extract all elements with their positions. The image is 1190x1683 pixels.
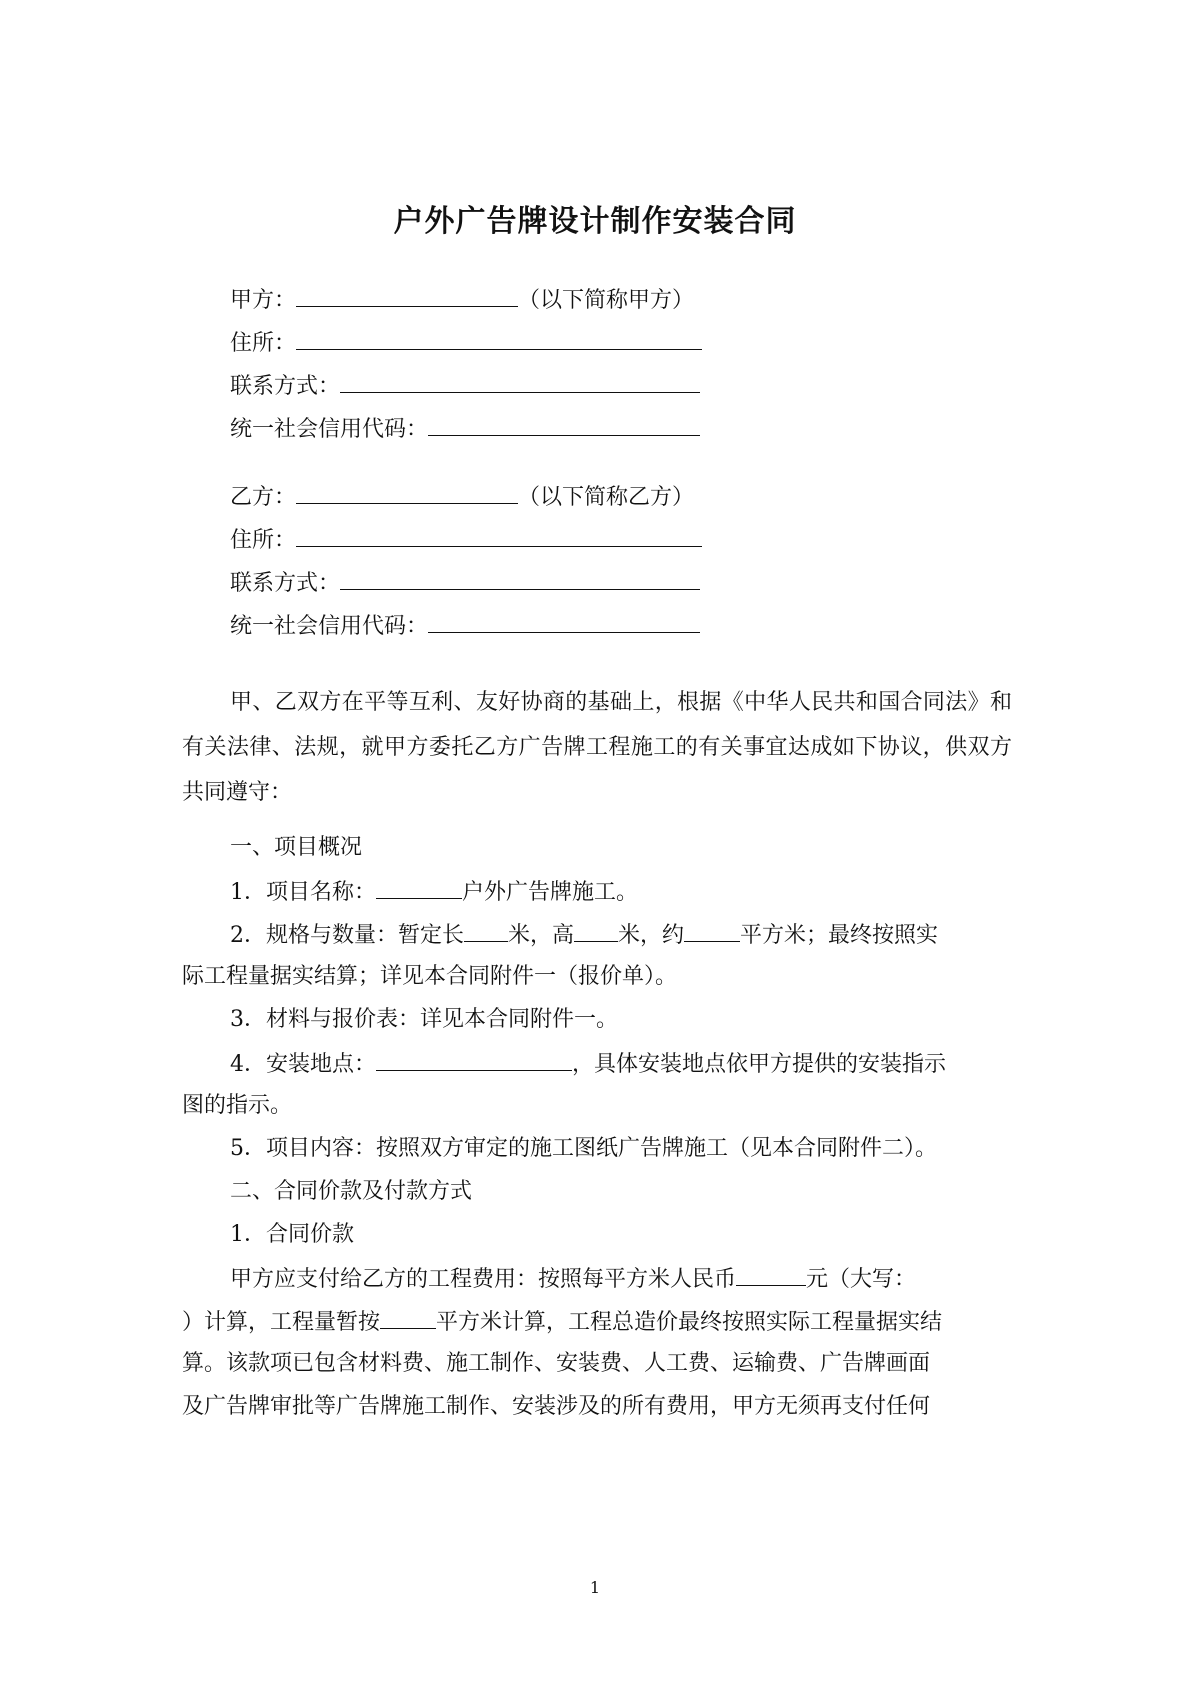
section1-item3: 3．材料与报价表：详见本合同附件一。	[230, 1007, 618, 1032]
item2-suffix: 平方米；最终按照实	[740, 923, 939, 948]
length-field[interactable]	[464, 919, 508, 942]
party-a-credit-code-field[interactable]	[428, 413, 700, 436]
party-a-name-row	[230, 284, 694, 316]
section2-heading: 二、合同价款及付款方式	[230, 1179, 473, 1204]
height-field[interactable]	[574, 919, 618, 942]
party-b-contact-label: 联系方式：	[230, 571, 341, 596]
price-per-sqm-label: 甲方应支付给乙方的工程费用：按照每平方米人民币	[230, 1267, 737, 1292]
party-a-contact-row	[230, 370, 700, 402]
area-estimate-field[interactable]	[380, 1306, 436, 1329]
page-number: 1	[589, 1578, 601, 1597]
section1-item5: 5．项目内容：按照双方审定的施工图纸广告牌施工（见本合同附件二）。	[230, 1136, 937, 1161]
section1-item1	[230, 876, 638, 908]
section2-price-line4: 及广告牌审批等广告牌施工制作、安装涉及的所有费用，甲方无须再支付任何	[182, 1394, 931, 1419]
party-a-address-row	[230, 327, 702, 359]
section1-item4	[230, 1048, 946, 1080]
item1-label: 1．项目名称：	[230, 880, 376, 905]
item1-suffix: 户外广告牌施工。	[462, 880, 639, 905]
intro-paragraph: 甲、乙双方在平等互利、友好协商的基础上，根据《中华人民共和国合同法》和有关法律、法规，就甲方委托乙方广告牌工程施工的有关事宜达成如下协议，供双方共同遵守：	[182, 690, 1012, 805]
section2-price-line2	[182, 1306, 942, 1338]
party-b-name-label: 乙方：	[230, 485, 297, 510]
party-b-address-row	[230, 524, 702, 556]
section2-price-line1	[230, 1263, 916, 1295]
section1-item2-cont: 际工程量据实结算；详见本合同附件一（报价单）。	[182, 964, 678, 989]
section1-heading: 一、项目概况	[230, 835, 363, 860]
price-uppercase-label: 元（大写：	[806, 1267, 917, 1292]
party-b-address-label: 住所：	[230, 528, 297, 553]
item2-height-label: 米，高	[508, 923, 575, 948]
party-a-name-label: 甲方：	[230, 288, 297, 313]
party-b-name-field[interactable]	[296, 481, 518, 504]
section1-item4-cont: 图的指示。	[182, 1093, 293, 1118]
party-b-credit-code-label: 统一社会信用代码：	[230, 614, 429, 639]
party-a-name-field[interactable]	[296, 284, 518, 307]
document-title: 户外广告牌设计制作安装合同	[393, 204, 797, 239]
party-a-contact-field[interactable]	[340, 370, 700, 393]
item2-label: 2．规格与数量：暂定长	[230, 923, 464, 948]
area-estimate-suffix: 平方米计算，工程总造价最终按照实际工程量据实结	[436, 1310, 943, 1335]
party-b-name-row	[230, 481, 694, 513]
section2-price-line3: 算。该款项已包含材料费、施工制作、安装费、人工费、运输费、广告牌画面	[182, 1351, 931, 1376]
item4-label: 4．安装地点：	[230, 1052, 376, 1077]
section1-item2	[230, 919, 938, 951]
item4-suffix: ，具体安装地点依甲方提供的安装指示	[572, 1052, 947, 1077]
party-b-name-suffix: （以下简称乙方）	[518, 485, 695, 510]
party-a-name-suffix: （以下简称甲方）	[518, 288, 695, 313]
install-location-field[interactable]	[376, 1048, 572, 1071]
party-b-contact-field[interactable]	[340, 567, 700, 590]
party-a-address-field[interactable]	[296, 327, 702, 350]
party-b-address-field[interactable]	[296, 524, 702, 547]
area-estimate-label: ）计算，工程量暂按	[182, 1310, 381, 1335]
party-a-contact-label: 联系方式：	[230, 374, 341, 399]
area-field[interactable]	[684, 919, 740, 942]
project-name-field[interactable]	[376, 876, 462, 899]
party-a-address-label: 住所：	[230, 331, 297, 356]
party-a-credit-code-label: 统一社会信用代码：	[230, 417, 429, 442]
item2-area-label: 米，约	[618, 923, 685, 948]
price-per-sqm-field[interactable]	[736, 1263, 806, 1286]
party-b-contact-row	[230, 567, 700, 599]
party-a-credit-code-row	[230, 413, 700, 445]
party-b-credit-code-field[interactable]	[428, 610, 700, 633]
section2-sub1: 1．合同价款	[230, 1222, 354, 1247]
party-b-credit-code-row	[230, 610, 700, 642]
